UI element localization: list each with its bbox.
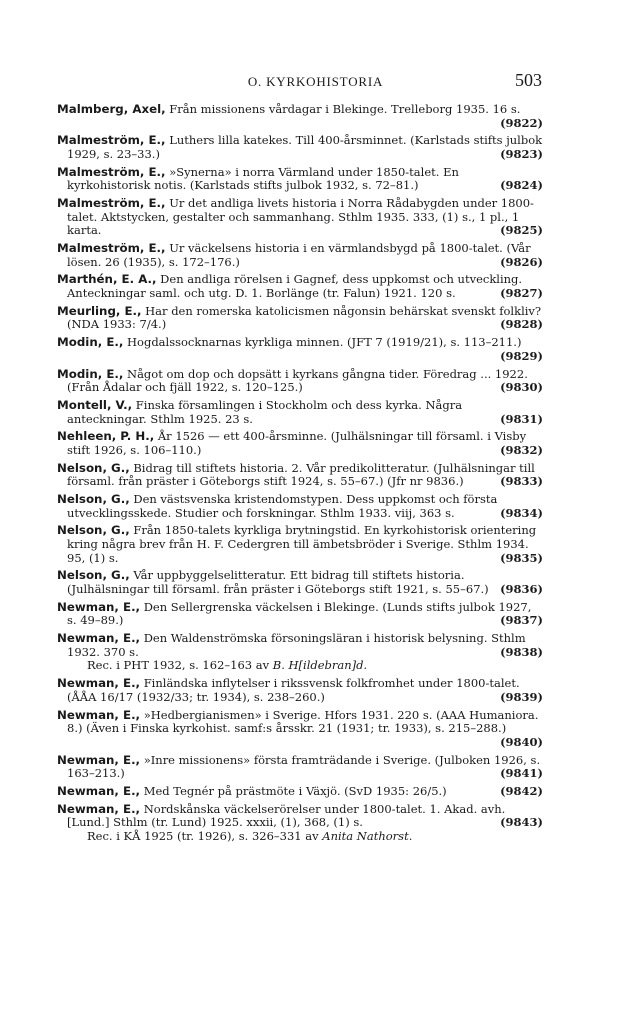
entry-number: (9835) <box>500 550 543 565</box>
entry-author: Nehleen, P. H., <box>57 429 155 444</box>
entry-text: Vår uppbyggelselitteratur. Ett bidrag till stiftets historia. (Julhälsningar till församl. från präster i Göteborgs stift 1921, s. 55–67.) <box>67 568 489 597</box>
entry-author: Malmeström, E., <box>57 196 166 211</box>
entry-text: Från 1850-talets kyrkliga brytningstid. En kyrkohistorisk orientering kring några brev från H. F. Cedergren till ämbetsbröder i Sverige. Sthlm 1934. 95, (1) s. <box>67 523 537 565</box>
entry-author: Malmeström, E., <box>57 241 166 256</box>
entry-text: Nordskånska väckelserörelser under 1800-talet. 1. Akad. avh. [Lund.] Sthlm (tr. Lund) 1925. xxxii, (1), 368, (1) s. <box>67 801 506 830</box>
entry-main <box>57 305 543 332</box>
entry-text: Har den romerska katolicismen någonsin behärskat svenskt folkliv? (NDA 1933: 7/4.) <box>67 303 542 332</box>
entry-main <box>57 103 543 130</box>
entry-author: Newman, E., <box>57 676 141 691</box>
bibliography-entry <box>57 785 543 799</box>
bibliography-entry <box>57 399 543 426</box>
entry-main <box>57 197 543 238</box>
entry-number: (9823) <box>500 146 543 161</box>
bibliography-entry <box>57 524 543 565</box>
entry-author: Modin, E., <box>57 366 124 381</box>
bibliography-entry <box>57 103 543 130</box>
entry-text: »Synerna» i norra Värmland under 1850-talet. En kyrkohistorisk notis. (Karlstads stifts julbok 1932, s. 72–81.) <box>67 164 459 193</box>
entry-text: År 1526 — ett 400-årsminne. (Julhälsningar till församl. i Visby stift 1926, s. 106–110.) <box>67 429 527 457</box>
entry-main <box>57 399 543 426</box>
entry-number: (9824) <box>500 178 543 193</box>
bibliography-entry <box>57 197 543 238</box>
entry-main <box>57 785 543 799</box>
entry-author: Newman, E., <box>57 801 141 816</box>
entry-main <box>57 242 543 269</box>
entry-text: Något om dop och dopsätt i kyrkans gångna tider. Föredrag ... 1922. (Från Ådalar och fjäll 1922, s. 120–125.) <box>67 366 528 395</box>
entry-review <box>57 659 543 673</box>
entry-text: Från missionens vårdagar i Blekinge. Trelleborg 1935. 16 s. <box>169 102 521 116</box>
entry-number: (9828) <box>500 317 543 332</box>
entry-author: Newman, E., <box>57 752 141 767</box>
entry-main <box>57 273 543 300</box>
entry-number: (9825) <box>500 223 543 238</box>
entry-author: Nelson, G., <box>57 492 130 507</box>
entry-author: Meurling, E., <box>57 303 142 318</box>
bibliography-entry <box>57 166 543 193</box>
entry-number: (9831) <box>500 411 543 426</box>
bibliography-entry <box>57 677 543 704</box>
entry-main <box>57 368 543 395</box>
entry-main <box>57 493 543 520</box>
entry-text: »Hedbergianismen» i Sverige. Hfors 1931. 220 s. (AAA Humaniora. 8.) (Även i Finska kyrkohist. samf:s årsskr. 21 (1931; tr. 1933), s. 215–288.) <box>67 707 539 736</box>
entry-author: Nelson, G., <box>57 568 130 583</box>
entry-main <box>57 569 543 596</box>
bibliography-entry <box>57 368 543 395</box>
entry-author: Nelson, G., <box>57 523 130 538</box>
page-header <box>0 70 631 94</box>
entry-author: Newman, E., <box>57 599 141 614</box>
entry-number: (9839) <box>500 689 543 704</box>
entry-number: (9837) <box>500 613 543 628</box>
entry-number: (9836) <box>500 582 543 597</box>
entry-main <box>57 677 543 704</box>
page-number: 503 <box>515 70 542 90</box>
bibliography-entry <box>57 242 543 269</box>
entry-main <box>57 632 543 659</box>
entry-number: (9829) <box>500 348 543 363</box>
entry-text: »Inre missionens» första framträdande i Sverige. (Julboken 1926, s. 163–213.) <box>67 752 541 781</box>
entry-text: Den Sellergrenska väckelsen i Blekinge. (Lunds stifts julbok 1927, s. 49–89.) <box>67 599 532 628</box>
bibliography-entry <box>57 569 543 596</box>
bibliography-entry <box>57 493 543 520</box>
entry-number: (9832) <box>500 442 543 457</box>
entry-number: (9834) <box>500 505 543 520</box>
entry-number: (9843) <box>500 815 543 830</box>
entry-main <box>57 524 543 565</box>
entry-main <box>57 336 543 363</box>
entry-text: Med Tegnér på prästmöte i Växjö. (SvD 1935: 26/5.) <box>143 783 447 798</box>
entry-number: (9842) <box>500 783 543 798</box>
entry-main <box>57 166 543 193</box>
entry-main <box>57 601 543 628</box>
entry-author: Nelson, G., <box>57 460 130 475</box>
review-author: B. H[ildebran]d. <box>272 658 368 673</box>
bibliography-entry <box>57 134 543 161</box>
entry-main <box>57 462 543 489</box>
entry-author: Malmeström, E., <box>57 133 166 148</box>
entry-number: (9833) <box>500 474 543 489</box>
review-text: Rec. i KÅ 1925 (tr. 1926), s. 326–331 av <box>87 828 319 843</box>
entry-number: (9822) <box>500 115 543 130</box>
entry-number: (9830) <box>500 380 543 395</box>
entry-text: Den Waldenströmska försoningsläran i historisk belysning. Sthlm 1932. 370 s. <box>67 631 526 659</box>
entry-text: Hogdalssocknarnas kyrkliga minnen. (JFT 7 (1919/21), s. 113–211.) <box>127 335 522 350</box>
bibliography-entry <box>57 601 543 628</box>
entry-number: (9841) <box>500 766 543 781</box>
entry-text: Ur väckelsens historia i en värmlandsbygd på 1800-talet. (Vår lösen. 26 (1935), s. 172–176.) <box>67 241 531 269</box>
entry-review <box>57 830 543 844</box>
bibliography-entry <box>57 430 543 457</box>
entry-number: (9827) <box>500 286 543 301</box>
entry-author: Montell, V., <box>57 397 133 412</box>
review-author: Anita Nathorst. <box>322 828 413 843</box>
entry-author: Newman, E., <box>57 707 141 722</box>
bibliography-entry <box>57 462 543 489</box>
bibliography-entry <box>57 709 543 750</box>
entry-author: Marthén, E. A., <box>57 272 157 287</box>
entry-text: Den västsvenska kristendomstypen. Dess uppkomst och första utvecklingsskede. Studier och forskningar. Sthlm 1933. viij, 363 s. <box>67 492 498 520</box>
entry-number: (9838) <box>500 644 543 659</box>
bibliography-entry <box>57 305 543 332</box>
bibliography-entry <box>57 336 543 363</box>
entry-main <box>57 754 543 781</box>
entry-text: Finländska inflytelser i rikssvensk folkfromhet under 1800-talet. (ÅÅA 16/17 (1932/33; tr. 1934), s. 238–260.) <box>67 676 520 704</box>
entry-main <box>57 430 543 457</box>
entry-main <box>57 134 543 161</box>
bibliography-list <box>57 103 543 848</box>
entry-author: Malmberg, Axel, <box>57 102 166 116</box>
bibliography-entry <box>57 632 543 673</box>
bibliography-entry <box>57 754 543 781</box>
entry-main <box>57 709 543 750</box>
bibliography-entry <box>57 273 543 300</box>
entry-text: Luthers lilla katekes. Till 400-årsminnet. (Karlstads stifts julbok 1929, s. 23–33.) <box>67 133 543 161</box>
entry-text: Bidrag till stiftets historia. 2. Vår predikolitteratur. (Julhälsningar till församl. från präster i Göteborgs stift 1924, s. 55–67.) (Jfr nr 9836.) <box>67 460 535 489</box>
entry-text: Finska församlingen i Stockholm och dess kyrka. Några anteckningar. Sthlm 1925. 23 s. <box>67 397 463 426</box>
entry-author: Modin, E., <box>57 335 124 350</box>
entry-main <box>57 803 543 830</box>
entry-number: (9840) <box>500 734 543 749</box>
entry-text: Den andliga rörelsen i Gagnef, dess uppkomst och utveckling. Anteckningar saml. och utg. D. 1. Borlänge (tr. Falun) 1921. 120 s. <box>67 272 523 301</box>
entry-author: Newman, E., <box>57 631 141 646</box>
bibliography-entry <box>57 803 543 844</box>
running-head: O. KYRKOHISTORIA <box>247 74 384 89</box>
entry-text: Ur det andliga livets historia i Norra Rådabygden under 1800-talet. Aktstycken, gestalter och sammanhang. Sthlm 1935. 333, (1) s., 1 pl., 1 karta. <box>67 196 534 238</box>
entry-author: Newman, E., <box>57 783 141 798</box>
entry-number: (9826) <box>500 254 543 269</box>
review-text: Rec. i PHT 1932, s. 162–163 av <box>87 658 270 673</box>
entry-author: Malmeström, E., <box>57 164 166 179</box>
